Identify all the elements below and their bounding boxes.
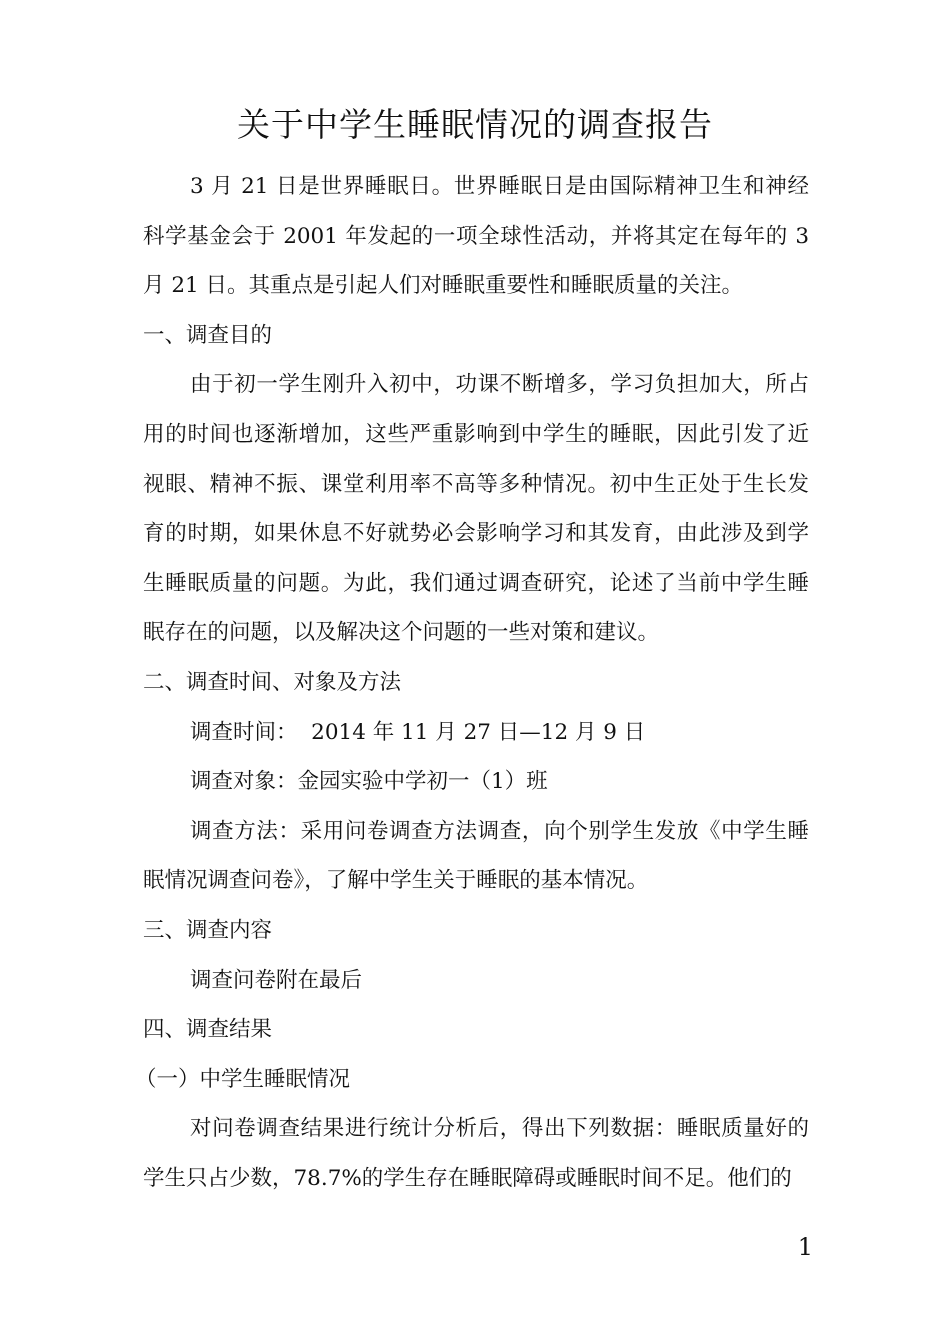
document-title: 关于中学生睡眠情况的调查报告 xyxy=(237,105,713,144)
paragraph-results: 对问卷调查结果进行统计分析后，得出下列数据：睡眠质量好的学生只占少数，78.7%的学生存在睡眠障碍或睡眠时间不足。他们的 xyxy=(143,1116,809,1191)
section-heading-purpose: 一、调查目的 xyxy=(143,322,273,348)
page-number: 1 xyxy=(797,1233,813,1261)
paragraph-content: 调查问卷附在最后 xyxy=(190,967,363,993)
paragraph-intro: 3 月 21 日是世界睡眠日。世界睡眠日是由国际精神卫生和神经科学基金会于 2001 年发起的一项全球性活动，并将其定在每年的 3 月 21 日。其重点是引起人们对睡眠重要性和睡眠质量的关注。 xyxy=(143,174,809,299)
paragraph-survey-method: 调查方法：采用问卷调查方法调查，向个别学生发放《中学生睡眠情况调查问卷》，了解中学生关于睡眠的基本情况。 xyxy=(143,818,809,894)
section-heading-results: 四、调查结果 xyxy=(143,1017,273,1043)
paragraph-survey-subject: 调查对象：金园实验中学初一（1）班 xyxy=(190,769,548,795)
paragraph-survey-time: 调查时间： 2014 年 11 月 27 日—12 月 9 日 xyxy=(190,719,646,745)
document-body xyxy=(135,162,809,1203)
section-heading-content: 三、调查内容 xyxy=(143,917,273,943)
paragraph-purpose: 由于初一学生刚升入初中，功课不断增多，学习负担加大，所占用的时间也逐渐增加，这些严重影响到中学生的睡眠，因此引发了近视眼、精神不振、课堂利用率不高等多种情况。初中生正处于生长发育的时期，如果休息不好就势必会影响学习和其发育，由此涉及到学生睡眠质量的问题。为此，我们通过调查研究，论述了当前中学生睡眠存在的问题，以及解决这个问题的一些对策和建议。 xyxy=(143,372,809,646)
subsection-heading-sleep: （一）中学生睡眠情况 xyxy=(135,1066,351,1092)
section-heading-method: 二、调查时间、对象及方法 xyxy=(143,669,402,695)
